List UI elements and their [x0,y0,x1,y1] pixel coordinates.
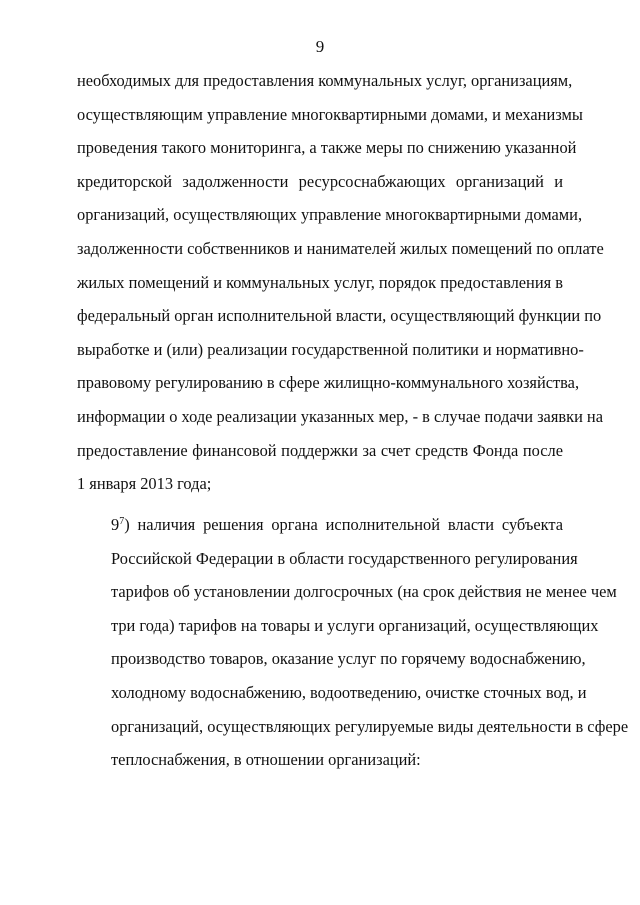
item-suffix: ) [124,515,130,534]
text-line: кредиторской задолженности ресурсоснабжающих организаций и [77,171,563,191]
text-line: 1 января 2013 года; [77,474,212,494]
text-line: организаций, осуществляющих регулируемые виды деятельности в сфере [111,716,629,736]
text-line: жилых помещений и коммунальных услуг, порядок предоставления в [77,272,563,292]
text-line: организаций, осуществляющих управление многоквартирными домами, [77,205,583,225]
item-number: 9 [111,515,120,534]
item-superscript: 7 [119,516,125,527]
text-line: выработке и (или) реализации государственной политики и нормативно- [77,339,584,359]
text-line: осуществляющим управление многоквартирными домами, и механизмы [77,104,583,124]
text-line: правовому регулированию в сфере жилищно-коммунального хозяйства, [77,373,580,393]
text-line: Российской Федерации в области государственного регулирования [111,548,578,568]
text-line: задолженности собственников и нанимателей жилых помещений по оплате [77,238,604,258]
text-line: информации о ходе реализации указанных мер, - в случае подачи заявки на [77,406,603,426]
text-line: холодному водоснабжению, водоотведению, очистке сточных вод, и [111,682,587,702]
text-line: проведения такого мониторинга, а также меры по снижению указанной [77,138,577,158]
item-first-line [77,508,563,542]
text-line: необходимых для предоставления коммунальных услуг, организациям, [77,71,573,90]
text-line: производство товаров, оказание услуг по горячему водоснабжению, [111,649,586,669]
text-line: теплоснабжения, в отношении организаций: [111,750,421,770]
page-number: 9 [315,37,325,56]
paragraph-monitoring [77,64,604,501]
text-line: три года) тарифов на товары и услуги организаций, осуществляющих [111,615,599,635]
text-line: тарифов об установлении долгосрочных (на срок действия не менее чем [111,582,617,602]
text-line: федеральный орган исполнительной власти, осуществляющий функции по [77,306,602,326]
text-line: предоставление финансовой поддержки за счет средств Фонда после [77,440,563,460]
paragraph-item-9-7 [77,508,629,777]
item-first-line-text: наличия решения органа исполнительной власти субъекта [129,515,563,534]
